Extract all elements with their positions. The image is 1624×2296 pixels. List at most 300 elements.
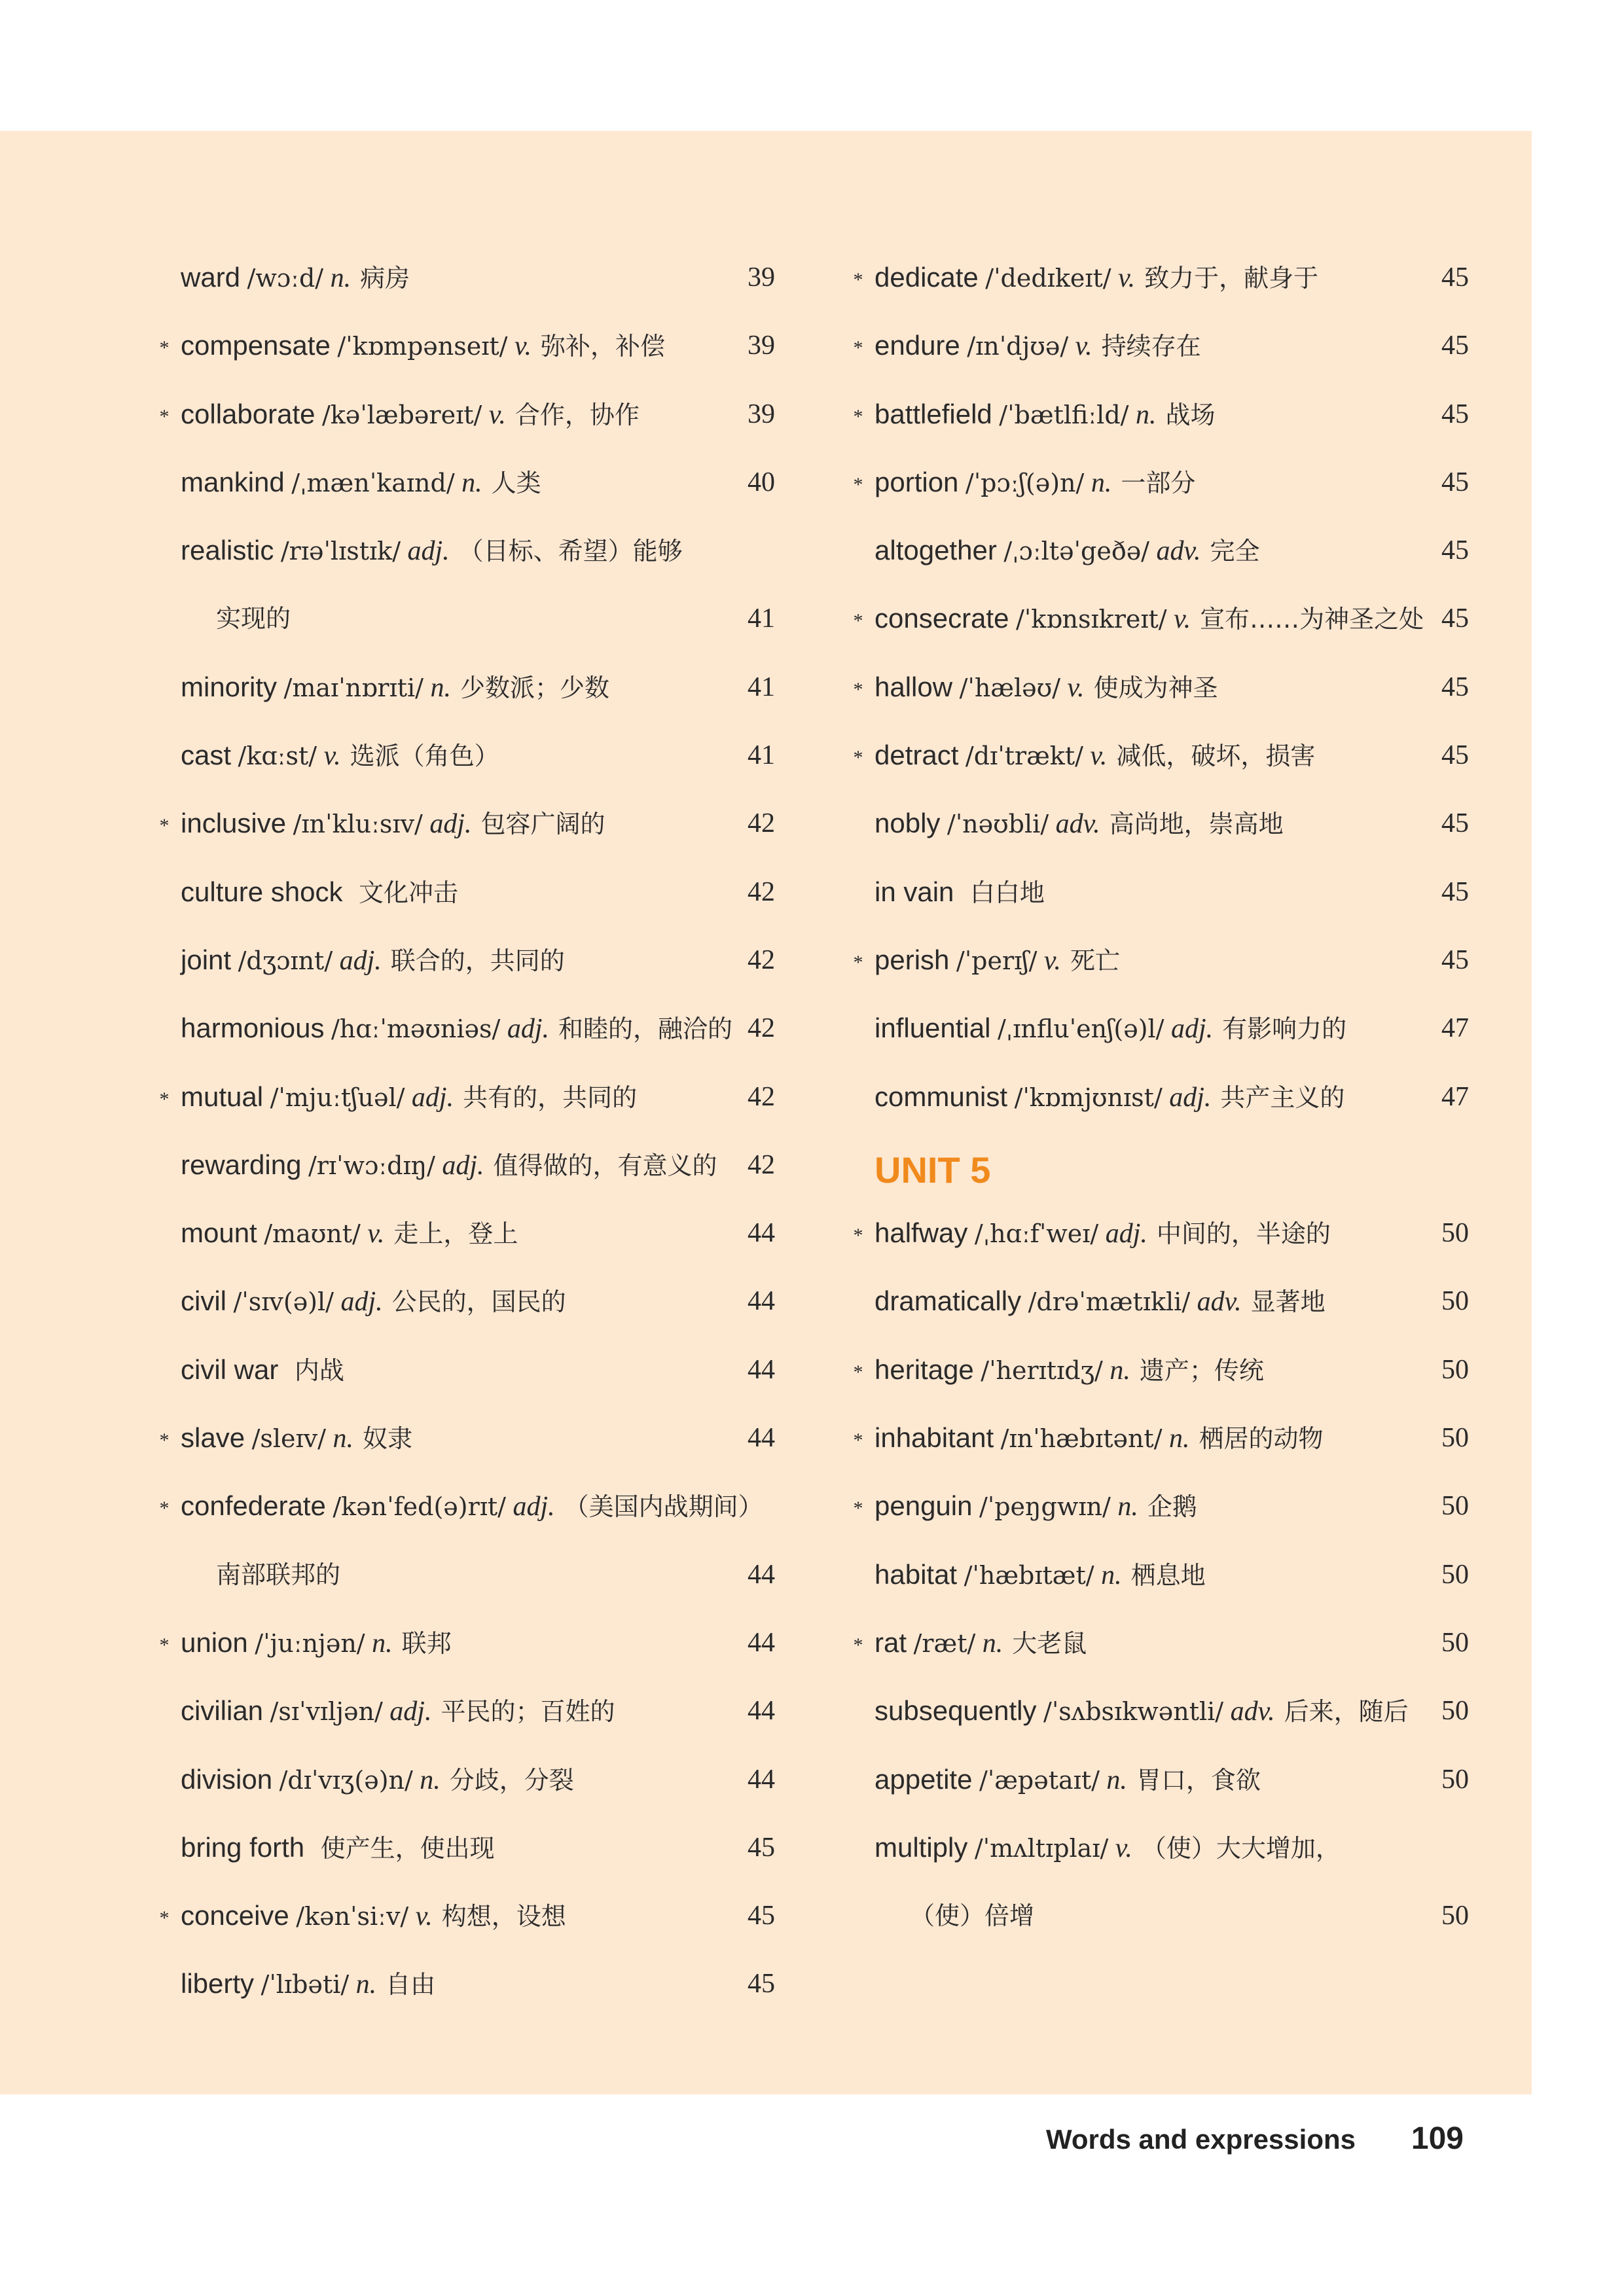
- entry-phonetic: /ˌɔːltəˈgeðə/: [1003, 537, 1149, 566]
- entry-phonetic: /sɪˈvɪljən/: [270, 1697, 383, 1727]
- entry-page-number: 44: [748, 1218, 775, 1249]
- vocab-entry: [154, 1746, 775, 1814]
- vocab-entry: [154, 653, 775, 721]
- vocab-entry: [154, 1063, 775, 1131]
- entry-headword: appetite: [875, 1763, 973, 1795]
- entry-headword: heritage: [875, 1354, 974, 1385]
- entry-phonetic: /ˈæpətaɪt/: [979, 1765, 1100, 1795]
- vocab-entry: [848, 1336, 1469, 1404]
- entry-part-of-speech: n.: [461, 467, 482, 498]
- entry-chinese-meaning: 值得做的，有意义的: [493, 1151, 717, 1180]
- entry-chinese-meaning: （美国内战期间）: [564, 1492, 763, 1522]
- entry-part-of-speech: adj.: [1105, 1219, 1147, 1249]
- entry-phonetic: /sleɪv/: [251, 1424, 326, 1454]
- entry-part-of-speech: adv.: [1230, 1696, 1275, 1727]
- entry-phonetic: /ˈhæbɪtæt/: [964, 1560, 1094, 1590]
- vocab-entry: [848, 1541, 1469, 1609]
- entry-page-number: 41: [748, 740, 775, 771]
- entry-part-of-speech: n.: [1169, 1424, 1190, 1454]
- entry-headword: confederate: [181, 1490, 326, 1522]
- entry-page-number: 44: [748, 1286, 775, 1317]
- entry-part-of-speech: v.: [1090, 741, 1108, 772]
- entry-part-of-speech: n.: [430, 672, 451, 703]
- entry-headword: mutual: [181, 1081, 264, 1112]
- entry-chinese-meaning: 包容广阔的: [480, 810, 605, 839]
- entry-chinese-meaning: 死亡: [1070, 946, 1120, 975]
- entry-phonetic: /dɪˈvɪʒ(ə)n/: [279, 1765, 413, 1795]
- entry-headword: dedicate: [875, 262, 979, 293]
- entry-page-number: 42: [748, 944, 775, 975]
- entry-page-number: 44: [748, 1423, 775, 1454]
- entry-page-number: 50: [1441, 1627, 1469, 1658]
- entry-phonetic: /ˌhɑːfˈweɪ/: [974, 1219, 1099, 1249]
- entry-headword: civilian: [181, 1695, 264, 1727]
- entry-phonetic: /kəˈlæbəreɪt/: [321, 400, 482, 429]
- vocab-entry: [154, 1472, 775, 1540]
- vocab-entry: [848, 1677, 1469, 1745]
- entry-page-number: 44: [748, 1354, 775, 1385]
- vocab-entry: [848, 516, 1469, 584]
- entry-chinese-meaning: 栖息地: [1130, 1560, 1206, 1590]
- entry-headword: culture shock: [181, 876, 343, 907]
- entry-page-number: 39: [748, 331, 775, 361]
- vocab-entry: [848, 1199, 1469, 1267]
- entry-page-number: 42: [748, 1013, 775, 1044]
- entry-page-number: 42: [748, 1149, 775, 1180]
- star-marker: *: [853, 405, 863, 427]
- entry-chinese-meaning: 公民的，国民的: [391, 1287, 566, 1317]
- entry-phonetic: /ræt/: [913, 1628, 976, 1658]
- entry-page-number: 45: [1441, 672, 1469, 702]
- entry-page-number: 45: [1441, 876, 1469, 907]
- vocab-entry: [154, 1336, 775, 1404]
- entry-headword: in vain: [875, 876, 954, 907]
- entry-page-number: 50: [1441, 1218, 1469, 1249]
- entry-page-number: 45: [1441, 808, 1469, 839]
- entry-part-of-speech: n.: [420, 1765, 441, 1795]
- entry-headword: detract: [875, 740, 959, 771]
- entry-continuation: [154, 584, 775, 653]
- entry-part-of-speech: v.: [1043, 945, 1061, 976]
- entry-part-of-speech: n.: [1110, 1355, 1130, 1386]
- vocab-entry: [848, 653, 1469, 721]
- entry-headword: inhabitant: [875, 1422, 994, 1454]
- entry-headword: battlefield: [875, 398, 992, 429]
- entry-chinese-meaning: 一部分: [1121, 468, 1196, 497]
- vocab-entry: [848, 789, 1469, 857]
- entry-headword: inclusive: [181, 808, 287, 839]
- vocab-entry: [154, 721, 775, 789]
- vocab-entry: [154, 1609, 775, 1677]
- star-marker: *: [853, 951, 863, 973]
- entry-headword: portion: [875, 466, 959, 497]
- entry-phonetic: /ɪnˈkluːsɪv/: [293, 810, 423, 839]
- entry-page-number: 50: [1441, 1491, 1469, 1522]
- entry-phonetic: /rɪˈwɔːdɪŋ/: [308, 1151, 435, 1180]
- entry-phonetic: /ˈlɪbəti/: [261, 1970, 350, 2000]
- entry-chinese-meaning: （使）倍增: [910, 1901, 1035, 1931]
- entry-headword: rat: [875, 1626, 907, 1658]
- entry-phonetic: /ˈperɪʃ/: [956, 946, 1038, 975]
- vocab-entry: [154, 1131, 775, 1199]
- vocab-entry: [848, 1609, 1469, 1677]
- entry-page-number: 45: [748, 1832, 775, 1863]
- vocab-entry: [848, 312, 1469, 380]
- star-marker: *: [853, 1361, 863, 1383]
- entry-chinese-meaning: 使成为神圣: [1093, 673, 1218, 702]
- entry-page-number: 41: [748, 672, 775, 702]
- entry-phonetic: /kənˈfed(ə)rɪt/: [333, 1492, 506, 1522]
- vocab-entry: [154, 1199, 775, 1267]
- entry-part-of-speech: adj.: [1169, 1082, 1212, 1113]
- entry-part-of-speech: n.: [1106, 1765, 1127, 1795]
- entry-part-of-speech: n.: [1135, 399, 1157, 430]
- vocab-entry: [154, 312, 775, 380]
- entry-chinese-meaning: 病房: [360, 264, 410, 293]
- entry-page-number: 44: [748, 1696, 775, 1727]
- vocab-entry: [154, 858, 775, 926]
- entry-chinese-meaning: 大老鼠: [1012, 1628, 1087, 1658]
- entry-phonetic: /ˌmænˈkaɪnd/: [291, 468, 455, 497]
- entry-chinese-meaning: 奴隶: [362, 1424, 412, 1454]
- entry-page-number: 45: [1441, 331, 1469, 361]
- entry-chinese-meaning: 构想，设想: [441, 1902, 566, 1931]
- entry-page-number: 45: [1441, 262, 1469, 293]
- vocab-entry: [848, 721, 1469, 789]
- entry-headword: mount: [181, 1217, 257, 1249]
- entry-chinese-meaning: （使）大大增加，: [1141, 1833, 1341, 1863]
- star-marker: *: [853, 747, 863, 769]
- entry-headword: influential: [875, 1013, 991, 1044]
- star-marker: *: [853, 610, 863, 632]
- vocab-entry: [848, 243, 1469, 312]
- star-marker: *: [159, 1088, 170, 1110]
- entry-part-of-speech: v.: [367, 1219, 385, 1249]
- entry-chinese-meaning: 后来，随后: [1284, 1697, 1409, 1727]
- vocab-entry: [848, 1267, 1469, 1335]
- vocab-entry: [154, 994, 775, 1062]
- entry-phonetic: /ˈhæləʊ/: [959, 673, 1061, 702]
- vocab-entry: [154, 926, 775, 994]
- footer-section-label: Words and expressions: [1045, 2124, 1356, 2155]
- entry-part-of-speech: adj.: [340, 1287, 383, 1318]
- entry-chinese-meaning: 选派（角色）: [350, 742, 499, 771]
- star-marker: *: [853, 269, 863, 291]
- entry-chinese-meaning: 高尚地，崇高地: [1109, 810, 1284, 839]
- vocab-entry: [154, 243, 775, 312]
- entry-page-number: 45: [1441, 399, 1469, 429]
- entry-headword: joint: [181, 944, 232, 975]
- vocab-entry: [154, 1814, 775, 1882]
- entry-page-number: 45: [1441, 740, 1469, 771]
- entry-chinese-meaning: 内战: [294, 1355, 344, 1385]
- entry-part-of-speech: v.: [1075, 331, 1092, 362]
- star-marker: *: [159, 1634, 170, 1656]
- entry-headword: perish: [875, 944, 950, 975]
- entry-headword: civil war: [181, 1354, 279, 1385]
- entry-headword: realistic: [181, 535, 274, 566]
- entry-page-number: 45: [1441, 603, 1469, 634]
- vocab-entry: [154, 1404, 775, 1472]
- entry-headword: slave: [181, 1422, 245, 1454]
- entry-page-number: 50: [1441, 1559, 1469, 1590]
- vocab-entry: [154, 448, 775, 516]
- entry-headword: conceive: [181, 1900, 289, 1931]
- entry-part-of-speech: n.: [333, 1424, 353, 1454]
- entry-chinese-meaning: 致力于，献身于: [1144, 264, 1319, 293]
- entry-headword: consecrate: [875, 603, 1009, 634]
- entry-chinese-meaning: 共有的，共同的: [463, 1083, 638, 1112]
- entry-phonetic: /ˈmjuːtʃuəl/: [270, 1083, 405, 1112]
- entry-part-of-speech: adv.: [1197, 1287, 1242, 1318]
- star-marker: *: [853, 1634, 863, 1656]
- unit-heading: UNIT 5: [875, 1149, 991, 1191]
- entry-chinese-meaning: 平民的；百姓的: [441, 1697, 615, 1727]
- entry-headword: civil: [181, 1285, 226, 1317]
- entry-phonetic: /ˈsʌbsɪkwəntli/: [1043, 1697, 1224, 1727]
- entry-continuation: [154, 1541, 775, 1609]
- star-marker: *: [853, 337, 863, 359]
- entry-part-of-speech: v.: [488, 399, 506, 430]
- entry-page-number: 47: [1441, 1081, 1469, 1112]
- star-marker: *: [853, 1225, 863, 1247]
- vocab-entry: [154, 1267, 775, 1335]
- entry-headword: multiply: [875, 1831, 968, 1863]
- entry-page-number: 42: [748, 808, 775, 839]
- entry-part-of-speech: v.: [1174, 604, 1191, 635]
- entry-chinese-meaning: 弥补，补偿: [540, 332, 665, 361]
- entry-headword: penguin: [875, 1490, 973, 1522]
- entry-headword: rewarding: [181, 1149, 302, 1180]
- star-marker: *: [159, 1429, 170, 1452]
- entry-chinese-meaning: 中间的，半途的: [1156, 1219, 1331, 1249]
- entry-phonetic: /ˈpeŋgwɪn/: [979, 1492, 1111, 1522]
- entry-chinese-meaning: 联邦: [401, 1628, 452, 1658]
- entry-chinese-meaning: 共产主义的: [1220, 1083, 1345, 1112]
- entry-part-of-speech: n.: [982, 1628, 1003, 1659]
- vocab-entry: [154, 1677, 775, 1745]
- entry-headword: altogether: [875, 535, 997, 566]
- entry-phonetic: /ˈnəʊbli/: [947, 810, 1049, 839]
- entry-phonetic: /ˈsɪv(ə)l/: [233, 1287, 334, 1317]
- vocab-entry: [848, 994, 1469, 1062]
- entry-page-number: 41: [748, 603, 775, 634]
- star-marker: *: [853, 678, 863, 700]
- entry-headword: minority: [181, 671, 278, 702]
- entry-phonetic: /maɪˈnɒrɪti/: [283, 673, 424, 702]
- entry-part-of-speech: n.: [1091, 467, 1112, 498]
- entry-page-number: 44: [748, 1627, 775, 1658]
- entry-headword: harmonious: [181, 1013, 325, 1044]
- entry-headword: collaborate: [181, 398, 316, 429]
- entry-phonetic: /hɑːˈməʊniəs/: [331, 1014, 501, 1044]
- entry-chinese-meaning: 分歧，分裂: [449, 1765, 574, 1795]
- entry-chinese-meaning: 人类: [491, 468, 541, 497]
- entry-page-number: 50: [1441, 1696, 1469, 1727]
- entry-headword: halfway: [875, 1217, 968, 1249]
- entry-phonetic: /dɪˈtrækt/: [965, 742, 1083, 771]
- entry-headword: habitat: [875, 1558, 958, 1590]
- entry-part-of-speech: v.: [415, 1901, 433, 1932]
- entry-part-of-speech: n.: [1117, 1492, 1138, 1522]
- star-marker: *: [853, 473, 863, 495]
- vocab-entry: [154, 1950, 775, 2018]
- vocab-entry: [848, 1746, 1469, 1814]
- entry-chinese-meaning: 少数派；少数: [460, 673, 609, 702]
- entry-chinese-meaning: 使产生，使出现: [320, 1833, 495, 1863]
- vocab-entry: [848, 1404, 1469, 1472]
- entry-chinese-meaning: 遗产；传统: [1139, 1355, 1264, 1385]
- entry-chinese-meaning: 联合的，共同的: [390, 946, 565, 975]
- entry-phonetic: /ˈmʌltɪplaɪ/: [974, 1833, 1109, 1863]
- vocab-entry: [848, 858, 1469, 926]
- entry-headword: liberty: [181, 1968, 255, 2000]
- star-marker: *: [159, 1907, 170, 1929]
- entry-chinese-meaning: 有影响力的: [1222, 1014, 1347, 1044]
- entry-chinese-meaning: 和睦的，融洽的: [558, 1014, 733, 1044]
- entry-headword: division: [181, 1763, 273, 1795]
- star-marker: *: [159, 405, 170, 427]
- star-marker: *: [159, 337, 170, 359]
- entry-page-number: 44: [748, 1559, 775, 1590]
- entry-phonetic: /dʒɔɪnt/: [238, 946, 333, 975]
- entry-page-number: 44: [748, 1764, 775, 1795]
- vocab-entry: [848, 926, 1469, 994]
- star-marker: *: [853, 1498, 863, 1520]
- star-marker: *: [159, 1498, 170, 1520]
- entry-part-of-speech: n.: [372, 1628, 393, 1659]
- entry-page-number: 45: [1441, 535, 1469, 566]
- entry-phonetic: /drəˈmætɪkli/: [1028, 1287, 1191, 1317]
- entry-phonetic: /ɪnˈdjʊə/: [967, 332, 1069, 361]
- entry-chinese-meaning: 走上，登上: [393, 1219, 518, 1249]
- left-column: [154, 243, 775, 2018]
- entry-part-of-speech: adv.: [1156, 536, 1201, 567]
- entry-headword: endure: [875, 330, 960, 361]
- entry-phonetic: /maʊnt/: [264, 1219, 361, 1249]
- entry-part-of-speech: v.: [514, 331, 532, 362]
- entry-page-number: 50: [1441, 1286, 1469, 1317]
- entry-phonetic: /ˈbætlfiːld/: [999, 400, 1129, 429]
- entry-chinese-meaning: 栖居的动物: [1199, 1424, 1324, 1454]
- vocab-entry: [154, 789, 775, 857]
- entry-phonetic: /ˈpɔːʃ(ə)n/: [965, 468, 1085, 497]
- entry-continuation: [848, 1882, 1469, 1950]
- vocab-entry: [848, 1063, 1469, 1131]
- entry-page-number: 50: [1441, 1901, 1469, 1931]
- entry-headword: bring forth: [181, 1831, 305, 1863]
- entry-part-of-speech: adj.: [407, 536, 450, 567]
- entry-page-number: 50: [1441, 1354, 1469, 1385]
- entry-part-of-speech: adj.: [1170, 1014, 1214, 1045]
- entry-part-of-speech: adj.: [513, 1492, 555, 1522]
- vocab-entry: [848, 1472, 1469, 1540]
- entry-part-of-speech: adj.: [507, 1014, 549, 1045]
- entry-page-number: 39: [748, 262, 775, 293]
- entry-phonetic: /ˈjuːnjən/: [255, 1628, 365, 1658]
- entry-chinese-meaning: 文化冲击: [358, 878, 458, 907]
- entry-chinese-meaning: 自由: [386, 1970, 436, 2000]
- entry-phonetic: /ˈkɒmjʊnɪst/: [1014, 1083, 1163, 1112]
- entry-chinese-meaning: 战场: [1165, 400, 1216, 429]
- entry-phonetic: /ɪnˈhæbɪtənt/: [1000, 1424, 1163, 1454]
- entry-phonetic: /rɪəˈlɪstɪk/: [280, 537, 401, 566]
- entry-headword: subsequently: [875, 1695, 1037, 1727]
- entry-page-number: 45: [748, 1969, 775, 2000]
- entry-part-of-speech: adj.: [429, 809, 472, 840]
- entry-headword: union: [181, 1626, 248, 1658]
- entry-page-number: 45: [1441, 467, 1469, 497]
- entry-page-number: 42: [748, 1081, 775, 1112]
- entry-part-of-speech: n.: [1101, 1560, 1122, 1590]
- entry-part-of-speech: n.: [330, 263, 352, 293]
- entry-headword: nobly: [875, 808, 941, 839]
- entry-chinese-meaning: 胃口，食欲: [1136, 1765, 1261, 1795]
- entry-chinese-meaning: 企鹅: [1147, 1492, 1197, 1522]
- vocab-entry: [848, 1814, 1469, 1882]
- entry-page-number: 40: [748, 467, 775, 497]
- entry-headword: compensate: [181, 330, 331, 361]
- entry-headword: cast: [181, 740, 232, 771]
- entry-headword: ward: [181, 262, 241, 293]
- entry-part-of-speech: v.: [323, 741, 341, 772]
- vocab-entry: [154, 1882, 775, 1950]
- right-column: [848, 243, 1469, 1950]
- entry-headword: communist: [875, 1081, 1008, 1112]
- star-marker: *: [159, 815, 170, 837]
- entry-phonetic: /ˈdedɪkeɪt/: [985, 264, 1111, 293]
- entry-phonetic: /kənˈsiːv/: [296, 1902, 409, 1931]
- entry-chinese-meaning: 完全: [1210, 537, 1260, 566]
- entry-chinese-meaning: 实现的: [216, 604, 291, 634]
- vocab-entry: [154, 380, 775, 448]
- star-marker: *: [853, 1429, 863, 1452]
- entry-page-number: 50: [1441, 1764, 1469, 1795]
- entry-chinese-meaning: 白白地: [969, 878, 1045, 907]
- vocab-entry: [848, 380, 1469, 448]
- entry-headword: hallow: [875, 671, 953, 702]
- entry-page-number: 42: [748, 876, 775, 907]
- entry-headword: mankind: [181, 466, 285, 497]
- entry-phonetic: /ˈkɒmpənseɪt/: [337, 332, 508, 361]
- entry-chinese-meaning: 减低，破坏，损害: [1116, 742, 1316, 771]
- entry-chinese-meaning: 合作，协作: [514, 400, 640, 429]
- entry-phonetic: /ˈherɪtɪdʒ/: [981, 1355, 1103, 1385]
- entry-part-of-speech: v.: [1067, 672, 1085, 703]
- entry-chinese-meaning: 持续存在: [1101, 332, 1201, 361]
- entry-page-number: 45: [1441, 944, 1469, 975]
- entry-chinese-meaning: 显著地: [1250, 1287, 1326, 1317]
- entry-page-number: 45: [748, 1901, 775, 1931]
- entry-chinese-meaning: 宣布……为神圣之处: [1200, 605, 1424, 634]
- entry-phonetic: /kɑːst/: [238, 742, 317, 771]
- entry-chinese-meaning: 南部联邦的: [216, 1560, 341, 1589]
- entry-page-number: 50: [1441, 1423, 1469, 1454]
- entry-headword: dramatically: [875, 1285, 1022, 1317]
- entry-part-of-speech: v.: [1115, 1833, 1132, 1863]
- entry-phonetic: /wɔːd/: [247, 264, 324, 293]
- entry-phonetic: /ˌɪnfluˈenʃ(ə)l/: [997, 1014, 1164, 1044]
- vocab-entry: [154, 516, 775, 584]
- vocab-entry: [848, 448, 1469, 516]
- entry-page-number: 39: [748, 399, 775, 429]
- entry-part-of-speech: adj.: [389, 1696, 432, 1727]
- entry-part-of-speech: adj.: [442, 1150, 484, 1181]
- entry-phonetic: /ˈkɒnsɪkreɪt/: [1015, 605, 1167, 634]
- entry-part-of-speech: adj.: [339, 945, 382, 976]
- entry-part-of-speech: n.: [355, 1969, 377, 2000]
- entry-chinese-meaning: （目标、希望）能够: [458, 537, 683, 566]
